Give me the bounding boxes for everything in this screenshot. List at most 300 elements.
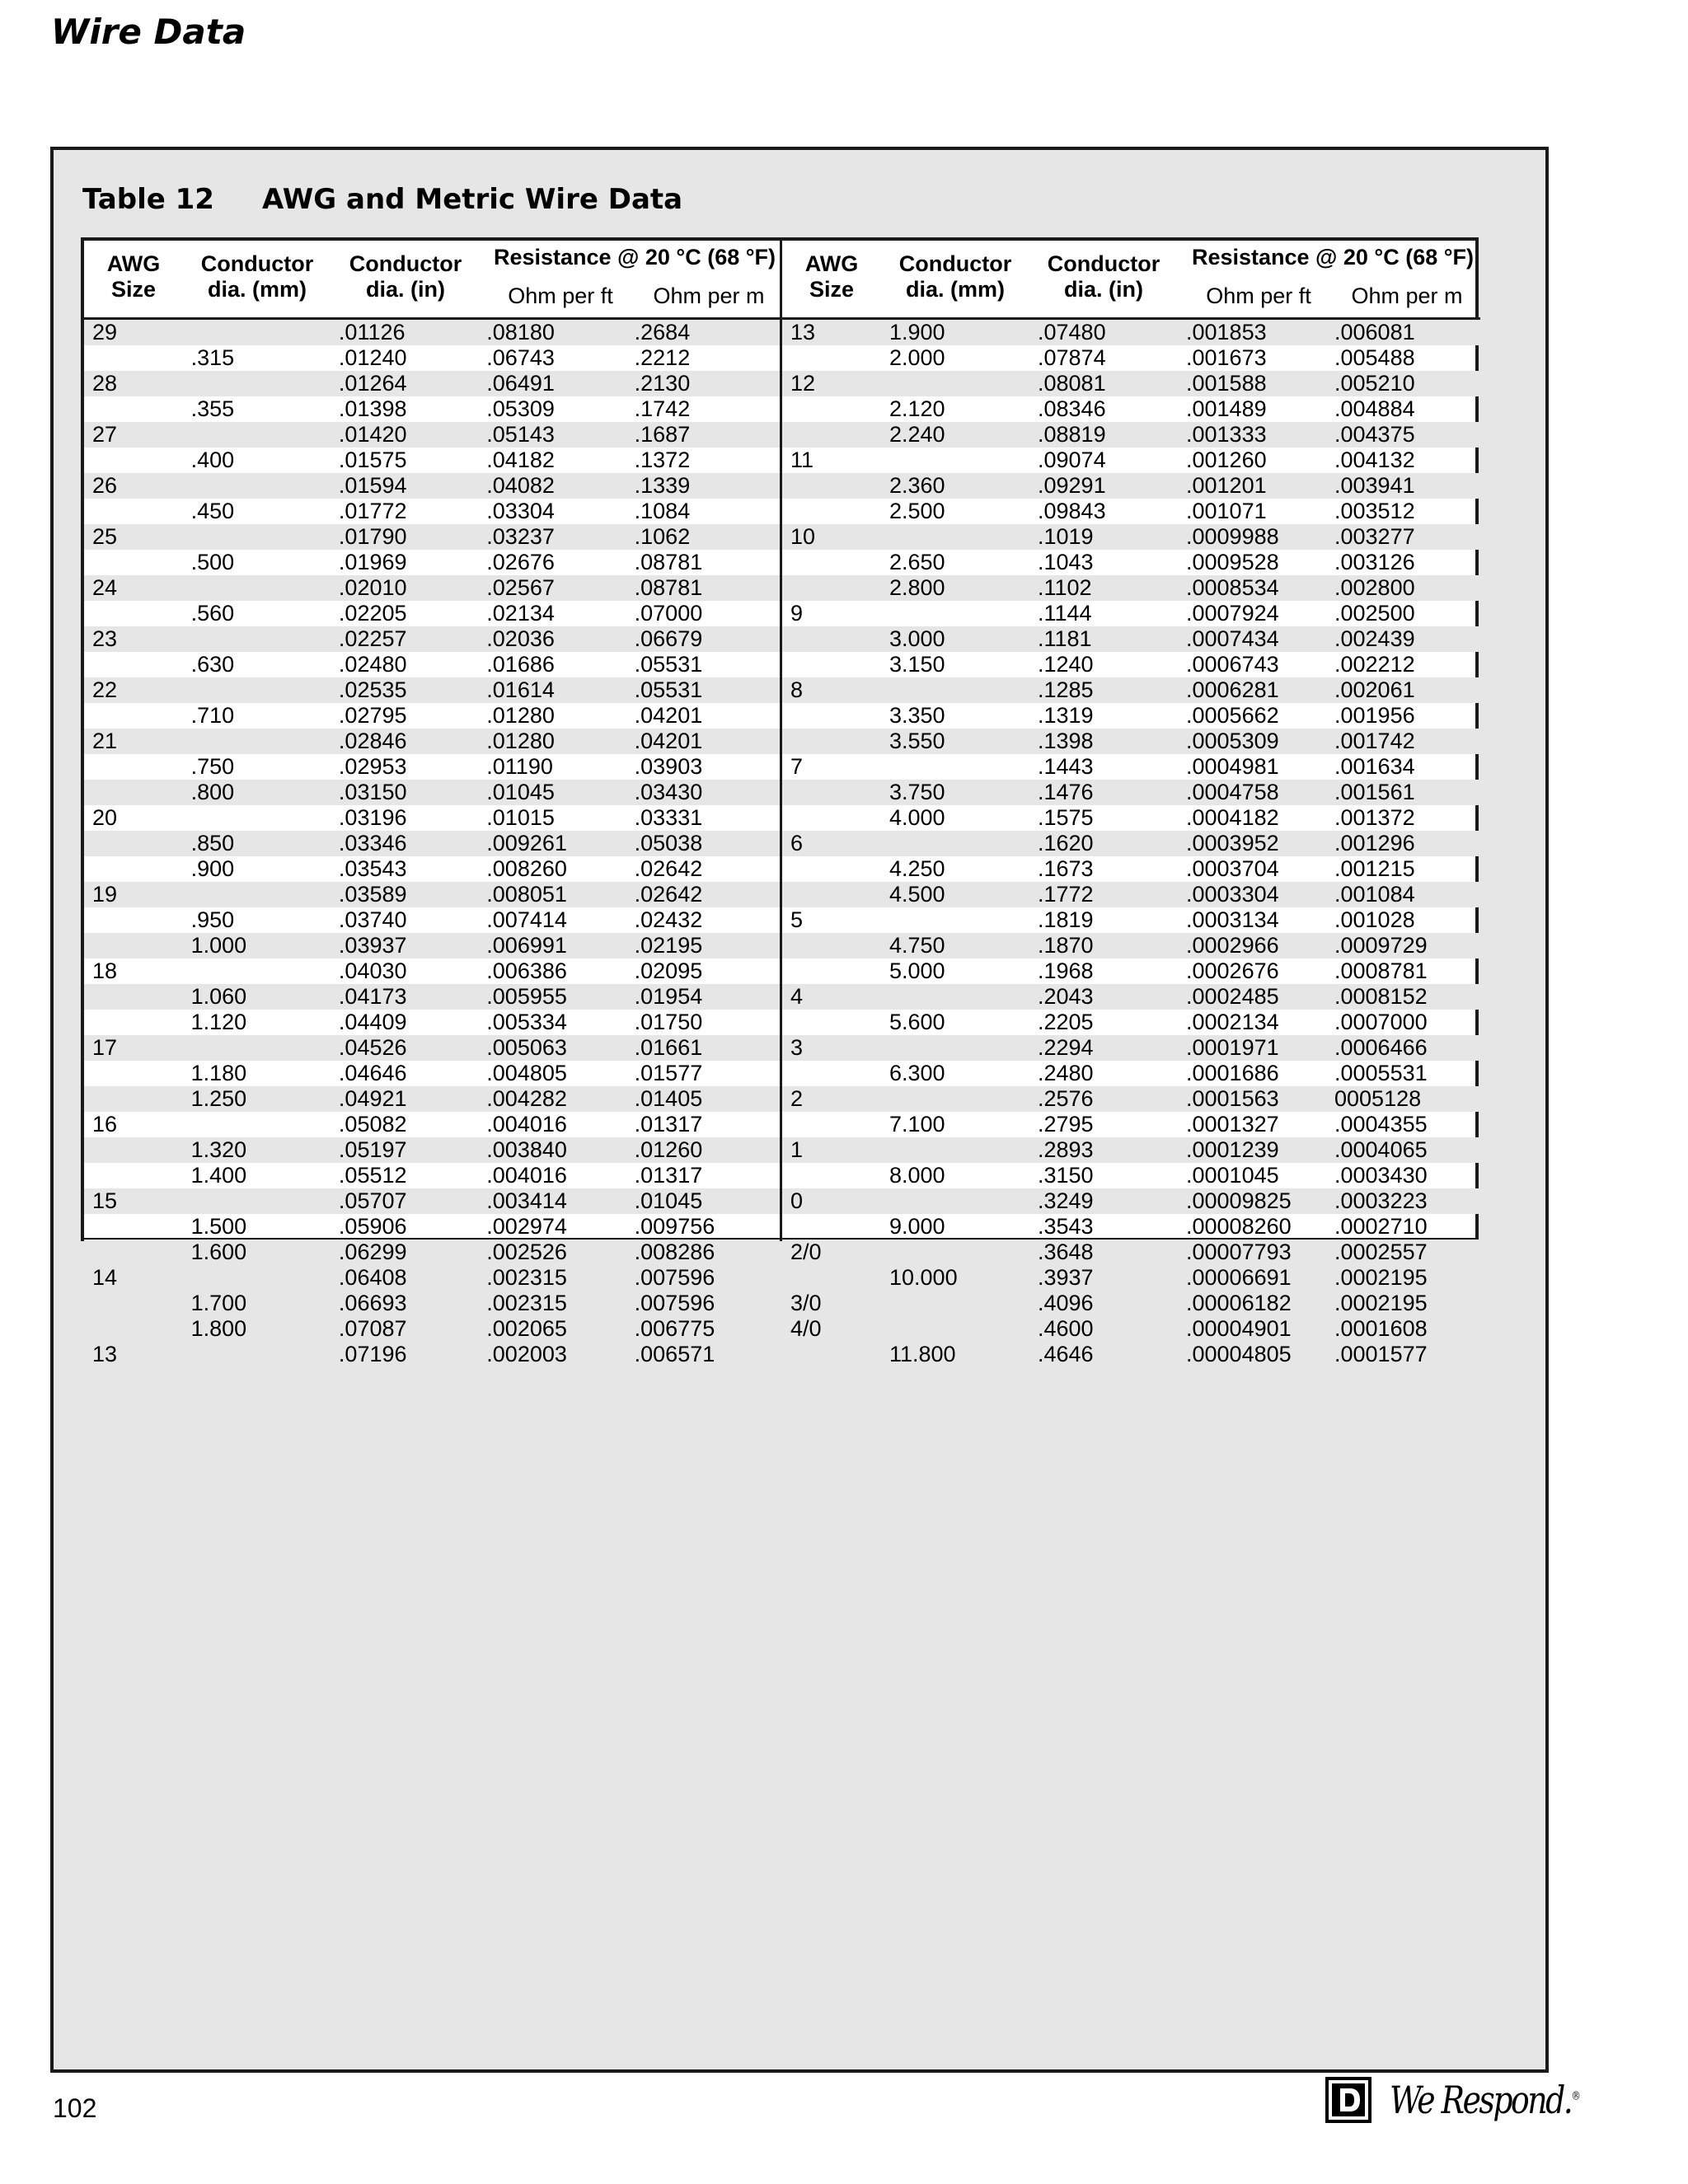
cell-ohm-per-m: .01577 [634,1061,703,1085]
table-row [84,729,780,754]
cell-ohm-per-ft: .0004981 [1186,754,1279,779]
cell-conductor-mm: 3.750 [889,780,945,804]
table-body-right [782,320,1480,1367]
cell-conductor-in: .2576 [1038,1086,1094,1111]
cell-ohm-per-m: .002800 [1334,575,1415,600]
cell-conductor-in: .02480 [338,652,407,677]
table-row [84,1061,780,1086]
cell-conductor-mm: .355 [190,396,235,421]
header-conductor-in: Conductor dia. (in) [349,251,462,302]
cell-conductor-mm: .630 [190,652,235,677]
cell-ohm-per-ft: .01280 [486,703,555,728]
header-awg-size: AWG Size [804,251,859,302]
table-title: AWG and Metric Wire Data [262,183,683,216]
table-row [782,933,1480,958]
cell-ohm-per-m: .1687 [634,422,691,447]
cell-ohm-per-m: .2684 [634,320,691,344]
table-row [782,984,1480,1010]
cell-ohm-per-ft: .0007434 [1186,626,1279,651]
cell-ohm-per-ft: .0001045 [1186,1163,1279,1188]
cell-awg-size: 11 [790,448,814,472]
cell-awg-size: 25 [92,524,118,549]
cell-conductor-mm: 2.500 [889,499,945,523]
cell-ohm-per-m: .06679 [634,626,703,651]
cell-ohm-per-ft: .001588 [1186,371,1267,396]
cell-conductor-in: .1285 [1038,677,1094,702]
header-ohm-per-ft: Ohm per ft [1206,284,1311,308]
cell-conductor-mm: .400 [190,448,235,472]
cell-conductor-in: .2480 [1038,1061,1094,1085]
cell-ohm-per-ft: .0003304 [1186,882,1279,907]
cell-ohm-per-m: .0007000 [1334,1010,1428,1034]
cell-conductor-in: .07480 [1038,320,1106,344]
cell-conductor-mm: 10.000 [889,1265,958,1290]
cell-ohm-per-ft: .001201 [1186,473,1267,498]
cell-conductor-mm: .750 [190,754,235,779]
cell-ohm-per-ft: .00009825 [1186,1188,1292,1213]
cell-conductor-in: .04409 [338,1010,407,1034]
cell-conductor-in: .09291 [1038,473,1106,498]
cell-ohm-per-m: .1339 [634,473,691,498]
table-row [782,703,1480,729]
cell-conductor-in: .06408 [338,1265,407,1290]
cell-ohm-per-ft: .003414 [486,1188,567,1213]
cell-awg-size: 13 [92,1342,118,1366]
cell-conductor-mm: 1.600 [190,1240,247,1264]
cell-ohm-per-m: .003126 [1334,550,1415,574]
cell-ohm-per-m: .0004355 [1334,1112,1428,1137]
table-row [84,524,780,550]
table-row [782,729,1480,754]
cell-conductor-mm: 4.250 [889,856,945,881]
cell-conductor-mm: 3.000 [889,626,945,651]
cell-ohm-per-m: .007596 [634,1291,715,1315]
cell-conductor-in: .05906 [338,1214,407,1239]
table-row [782,1188,1480,1214]
table-row [84,499,780,524]
cell-ohm-per-m: .01750 [634,1010,703,1034]
cell-ohm-per-ft: .006386 [486,958,567,983]
cell-ohm-per-m: .04201 [634,703,703,728]
cell-conductor-in: .1476 [1038,780,1094,804]
cell-ohm-per-m: .001956 [1334,703,1415,728]
cell-ohm-per-m: .004132 [1334,448,1415,472]
table-row [84,805,780,831]
cell-ohm-per-ft: .00006182 [1186,1291,1292,1315]
cell-ohm-per-m: .03331 [634,805,703,830]
cell-ohm-per-m: .02095 [634,958,703,983]
cell-ohm-per-m: .08781 [634,550,703,574]
cell-ohm-per-ft: .04182 [486,448,555,472]
cell-conductor-mm: .315 [190,345,235,370]
cell-conductor-mm: 2.000 [889,345,945,370]
cell-ohm-per-m: .01317 [634,1163,703,1188]
cell-conductor-in: .3150 [1038,1163,1094,1188]
table-row [84,1163,780,1188]
cell-ohm-per-ft: .0006743 [1186,652,1279,677]
cell-awg-size: 4 [790,984,804,1009]
cell-awg-size: 8 [790,677,804,702]
cell-ohm-per-m: .02642 [634,882,703,907]
table-right-half [782,241,1480,1366]
table-row [782,1342,1480,1367]
table-row [782,1137,1480,1163]
cell-ohm-per-ft: .005063 [486,1035,567,1060]
cell-conductor-in: .08346 [1038,396,1106,421]
header-ohm-per-ft: Ohm per ft [508,284,613,308]
cell-ohm-per-ft: .01280 [486,729,555,753]
cell-conductor-mm: 1.060 [190,984,247,1009]
cell-conductor-in: .03937 [338,933,407,958]
cell-conductor-in: .01594 [338,473,407,498]
cell-awg-size: 6 [790,831,804,855]
cell-conductor-in: .1398 [1038,729,1094,753]
cell-awg-size: 4/0 [790,1316,822,1341]
cell-conductor-mm: .950 [190,907,235,932]
cell-conductor-mm: 9.000 [889,1214,945,1239]
cell-ohm-per-ft: .0004758 [1186,780,1279,804]
cell-ohm-per-ft: .006991 [486,933,567,958]
cell-awg-size: 2/0 [790,1240,822,1264]
cell-conductor-mm: 1.700 [190,1291,247,1315]
cell-conductor-in: .1240 [1038,652,1094,677]
cell-ohm-per-m: .002500 [1334,601,1415,626]
table-row [84,473,780,499]
cell-conductor-in: .07874 [1038,345,1106,370]
cell-ohm-per-ft: .00004901 [1186,1316,1292,1341]
cell-conductor-in: .05197 [338,1137,407,1162]
cell-conductor-in: .2795 [1038,1112,1094,1137]
header-resistance: Resistance @ 20 °C (68 °F) [493,245,776,269]
cell-ohm-per-m: .02432 [634,907,703,932]
cell-conductor-mm: 5.600 [889,1010,945,1034]
table-row [84,1086,780,1112]
cell-conductor-in: .08819 [1038,422,1106,447]
cell-ohm-per-ft: .0005309 [1186,729,1279,753]
cell-awg-size: 24 [92,575,118,600]
cell-ohm-per-ft: .0002485 [1186,984,1279,1009]
cell-ohm-per-m: .01045 [634,1188,703,1213]
cell-ohm-per-ft: .001071 [1186,499,1267,523]
cell-ohm-per-m: .003277 [1334,524,1415,549]
cell-ohm-per-ft: .0001563 [1186,1086,1279,1111]
cell-ohm-per-m: .01317 [634,1112,703,1137]
cell-ohm-per-m: .003941 [1334,473,1415,498]
cell-conductor-in: .4600 [1038,1316,1094,1341]
cell-conductor-in: .01575 [338,448,407,472]
cell-awg-size: 20 [92,805,118,830]
cell-conductor-mm: 4.000 [889,805,945,830]
cell-ohm-per-ft: .08180 [486,320,555,344]
header-resistance: Resistance @ 20 °C (68 °F) [1191,245,1475,269]
cell-awg-size: 23 [92,626,118,651]
cell-ohm-per-m: .0008781 [1334,958,1428,983]
cell-conductor-in: .04646 [338,1061,407,1085]
cell-conductor-in: .01240 [338,345,407,370]
cell-ohm-per-ft: .0001327 [1186,1112,1279,1137]
table-row [782,422,1480,448]
cell-ohm-per-ft: .002315 [486,1265,567,1290]
cell-conductor-in: .02257 [338,626,407,651]
cell-awg-size: 3/0 [790,1291,822,1315]
cell-ohm-per-ft: .01614 [486,677,555,702]
cell-conductor-in: .05707 [338,1188,407,1213]
cell-conductor-mm: 3.350 [889,703,945,728]
table-row [782,780,1480,805]
cell-conductor-mm: 5.000 [889,958,945,983]
table-row [782,1214,1480,1240]
cell-ohm-per-m: .004884 [1334,396,1415,421]
cell-ohm-per-m: .0003223 [1334,1188,1428,1213]
cell-ohm-per-ft: .0003134 [1186,907,1279,932]
cell-ohm-per-m: .006775 [634,1316,715,1341]
cell-ohm-per-m: .004375 [1334,422,1415,447]
table-row [84,1010,780,1035]
cell-awg-size: 26 [92,473,118,498]
cell-ohm-per-m: .002212 [1334,652,1415,677]
table-panel [50,147,1549,2073]
table-row [782,396,1480,422]
cell-ohm-per-m: .005488 [1334,345,1415,370]
cell-conductor-in: .1968 [1038,958,1094,983]
cell-conductor-in: .3249 [1038,1188,1094,1213]
cell-conductor-in: .4096 [1038,1291,1094,1315]
cell-conductor-in: .02205 [338,601,407,626]
cell-conductor-mm: 1.320 [190,1137,247,1162]
table-row [84,345,780,371]
square-d-logo-icon [1325,2077,1372,2123]
cell-ohm-per-ft: .01045 [486,780,555,804]
cell-conductor-in: .04030 [338,958,407,983]
cell-ohm-per-m: .0009729 [1334,933,1428,958]
cell-awg-size: 0 [790,1188,804,1213]
cell-ohm-per-ft: .009261 [486,831,567,855]
cell-conductor-in: .02010 [338,575,407,600]
table-row [84,320,780,345]
cell-ohm-per-ft: .00008260 [1186,1214,1292,1239]
table-row [84,1265,780,1291]
cell-ohm-per-m: .0002195 [1334,1265,1428,1290]
table-row [782,677,1480,703]
table-row [782,550,1480,575]
cell-ohm-per-ft: .001853 [1186,320,1267,344]
cell-conductor-in: .04526 [338,1035,407,1060]
cell-awg-size: 1 [790,1137,804,1162]
cell-ohm-per-ft: .005334 [486,1010,567,1034]
table-body-left [84,320,780,1367]
table-row [782,805,1480,831]
table-header [782,241,1480,320]
cell-ohm-per-m: .05531 [634,652,703,677]
cell-conductor-mm: 11.800 [889,1342,956,1366]
table-row [782,524,1480,550]
cell-ohm-per-m: .0002710 [1334,1214,1428,1239]
table-row [782,1265,1480,1291]
cell-awg-size: 21 [92,729,118,753]
table-row [782,856,1480,882]
cell-conductor-mm: 2.240 [889,422,945,447]
cell-ohm-per-ft: .0004182 [1186,805,1279,830]
cell-conductor-in: .01420 [338,422,407,447]
cell-conductor-mm: 7.100 [889,1112,945,1137]
header-conductor-mm: Conductor dia. (mm) [898,251,1012,302]
cell-ohm-per-ft: .001260 [1186,448,1267,472]
table-row [84,1035,780,1061]
cell-awg-size: 13 [790,320,816,344]
table-row [782,1061,1480,1086]
table-row [84,1342,780,1367]
cell-ohm-per-m: .0008152 [1334,984,1428,1009]
cell-ohm-per-m: .001372 [1334,805,1415,830]
table-row [782,1035,1480,1061]
table-row [782,1163,1480,1188]
cell-conductor-in: .01398 [338,396,407,421]
cell-ohm-per-ft: .0002676 [1186,958,1279,983]
cell-conductor-in: .01969 [338,550,407,574]
cell-ohm-per-ft: .02676 [486,550,555,574]
cell-conductor-in: .1620 [1038,831,1094,855]
table-row [84,601,780,626]
cell-ohm-per-m: .0001608 [1334,1316,1428,1341]
cell-ohm-per-m: .1742 [634,396,691,421]
cell-ohm-per-ft: .0009528 [1186,550,1279,574]
table-row [782,831,1480,856]
table-row [782,575,1480,601]
cell-conductor-in: .01264 [338,371,407,396]
table-row [84,831,780,856]
cell-ohm-per-ft: .002526 [486,1240,567,1264]
table-row [84,1240,780,1265]
header-ohm-per-m: Ohm per m [653,284,765,308]
cell-conductor-in: .2043 [1038,984,1094,1009]
cell-awg-size: 15 [92,1188,118,1213]
cell-conductor-mm: 1.400 [190,1163,247,1188]
cell-ohm-per-m: 0005128 [1334,1086,1422,1111]
cell-ohm-per-ft: .01015 [486,805,555,830]
table-row [782,345,1480,371]
cell-awg-size: 10 [790,524,816,549]
cell-ohm-per-ft: .004282 [486,1086,567,1111]
cell-conductor-in: .1102 [1038,575,1092,600]
table-row [782,1086,1480,1112]
cell-conductor-mm: .500 [190,550,235,574]
table-header [84,241,780,320]
cell-awg-size: 5 [790,907,804,932]
cell-conductor-mm: .710 [190,703,235,728]
cell-ohm-per-ft: .0001239 [1186,1137,1279,1162]
cell-ohm-per-ft: .02567 [486,575,555,600]
table-label: Table 12 [82,183,214,216]
cell-conductor-in: .03196 [338,805,407,830]
cell-conductor-in: .02953 [338,754,407,779]
cell-conductor-in: .1043 [1038,550,1094,574]
table-row [84,422,780,448]
cell-conductor-in: .1673 [1038,856,1094,881]
cell-awg-size: 2 [790,1086,804,1111]
wire-data-table [81,237,1479,1366]
cell-ohm-per-m: .001634 [1334,754,1415,779]
table-left-half [84,241,782,1366]
cell-conductor-in: .1575 [1038,805,1094,830]
cell-conductor-in: .04173 [338,984,407,1009]
cell-conductor-in: .06693 [338,1291,407,1315]
cell-awg-size: 16 [92,1112,118,1137]
cell-ohm-per-ft: .0003952 [1186,831,1279,855]
cell-conductor-in: .2294 [1038,1035,1094,1060]
cell-ohm-per-m: .01661 [634,1035,703,1060]
table-row [84,1137,780,1163]
cell-conductor-in: .02795 [338,703,407,728]
table-row [84,677,780,703]
cell-conductor-mm: 1.120 [190,1010,247,1034]
table-row [84,907,780,933]
table-row [84,1316,780,1342]
cell-awg-size: 3 [790,1035,804,1060]
cell-ohm-per-ft: .0009988 [1186,524,1279,549]
cell-ohm-per-ft: .008051 [486,882,567,907]
table-row [84,371,780,396]
cell-ohm-per-ft: .02036 [486,626,555,651]
table-row [782,652,1480,677]
cell-conductor-in: .1144 [1038,601,1092,626]
cell-ohm-per-m: .0004065 [1334,1137,1428,1162]
cell-conductor-mm: .900 [190,856,235,881]
cell-ohm-per-ft: .0007924 [1186,601,1279,626]
cell-ohm-per-ft: .01190 [486,754,553,779]
table-row [84,550,780,575]
table-row [84,1188,780,1214]
cell-ohm-per-ft: .0006281 [1186,677,1279,702]
table-row [84,1214,780,1240]
cell-conductor-in: .1319 [1038,703,1094,728]
table-row [84,1112,780,1137]
table-row [782,882,1480,907]
cell-ohm-per-ft: .004016 [486,1163,567,1188]
cell-ohm-per-m: .0005531 [1334,1061,1428,1085]
cell-conductor-in: .2893 [1038,1137,1094,1162]
cell-conductor-in: .07087 [338,1316,407,1341]
table-row [84,754,780,780]
cell-ohm-per-m: .1372 [634,448,691,472]
table-row [782,1010,1480,1035]
cell-conductor-mm: 8.000 [889,1163,945,1188]
cell-awg-size: 29 [92,320,118,344]
cell-ohm-per-m: .001084 [1334,882,1415,907]
table-row [782,320,1480,345]
cell-conductor-in: .01790 [338,524,407,549]
cell-ohm-per-ft: .004016 [486,1112,567,1137]
cell-ohm-per-m: .01405 [634,1086,703,1111]
table-row [84,448,780,473]
cell-conductor-in: .08081 [1038,371,1106,396]
cell-ohm-per-ft: .007414 [486,907,567,932]
cell-ohm-per-ft: .001333 [1186,422,1267,447]
cell-conductor-in: .01126 [338,320,406,344]
cell-ohm-per-ft: .003840 [486,1137,567,1162]
header-conductor-in: Conductor dia. (in) [1047,251,1160,302]
cell-ohm-per-ft: .005955 [486,984,567,1009]
header-awg-size: AWG Size [106,251,161,302]
table-row [782,371,1480,396]
cell-conductor-in: .1019 [1038,524,1094,549]
cell-ohm-per-m: .001742 [1334,729,1415,753]
cell-ohm-per-ft: .05143 [486,422,555,447]
cell-ohm-per-ft: .0008534 [1186,575,1279,600]
table-row [84,856,780,882]
cell-ohm-per-m: .002439 [1334,626,1415,651]
cell-awg-size: 22 [92,677,118,702]
cell-ohm-per-ft: .0001971 [1186,1035,1279,1060]
